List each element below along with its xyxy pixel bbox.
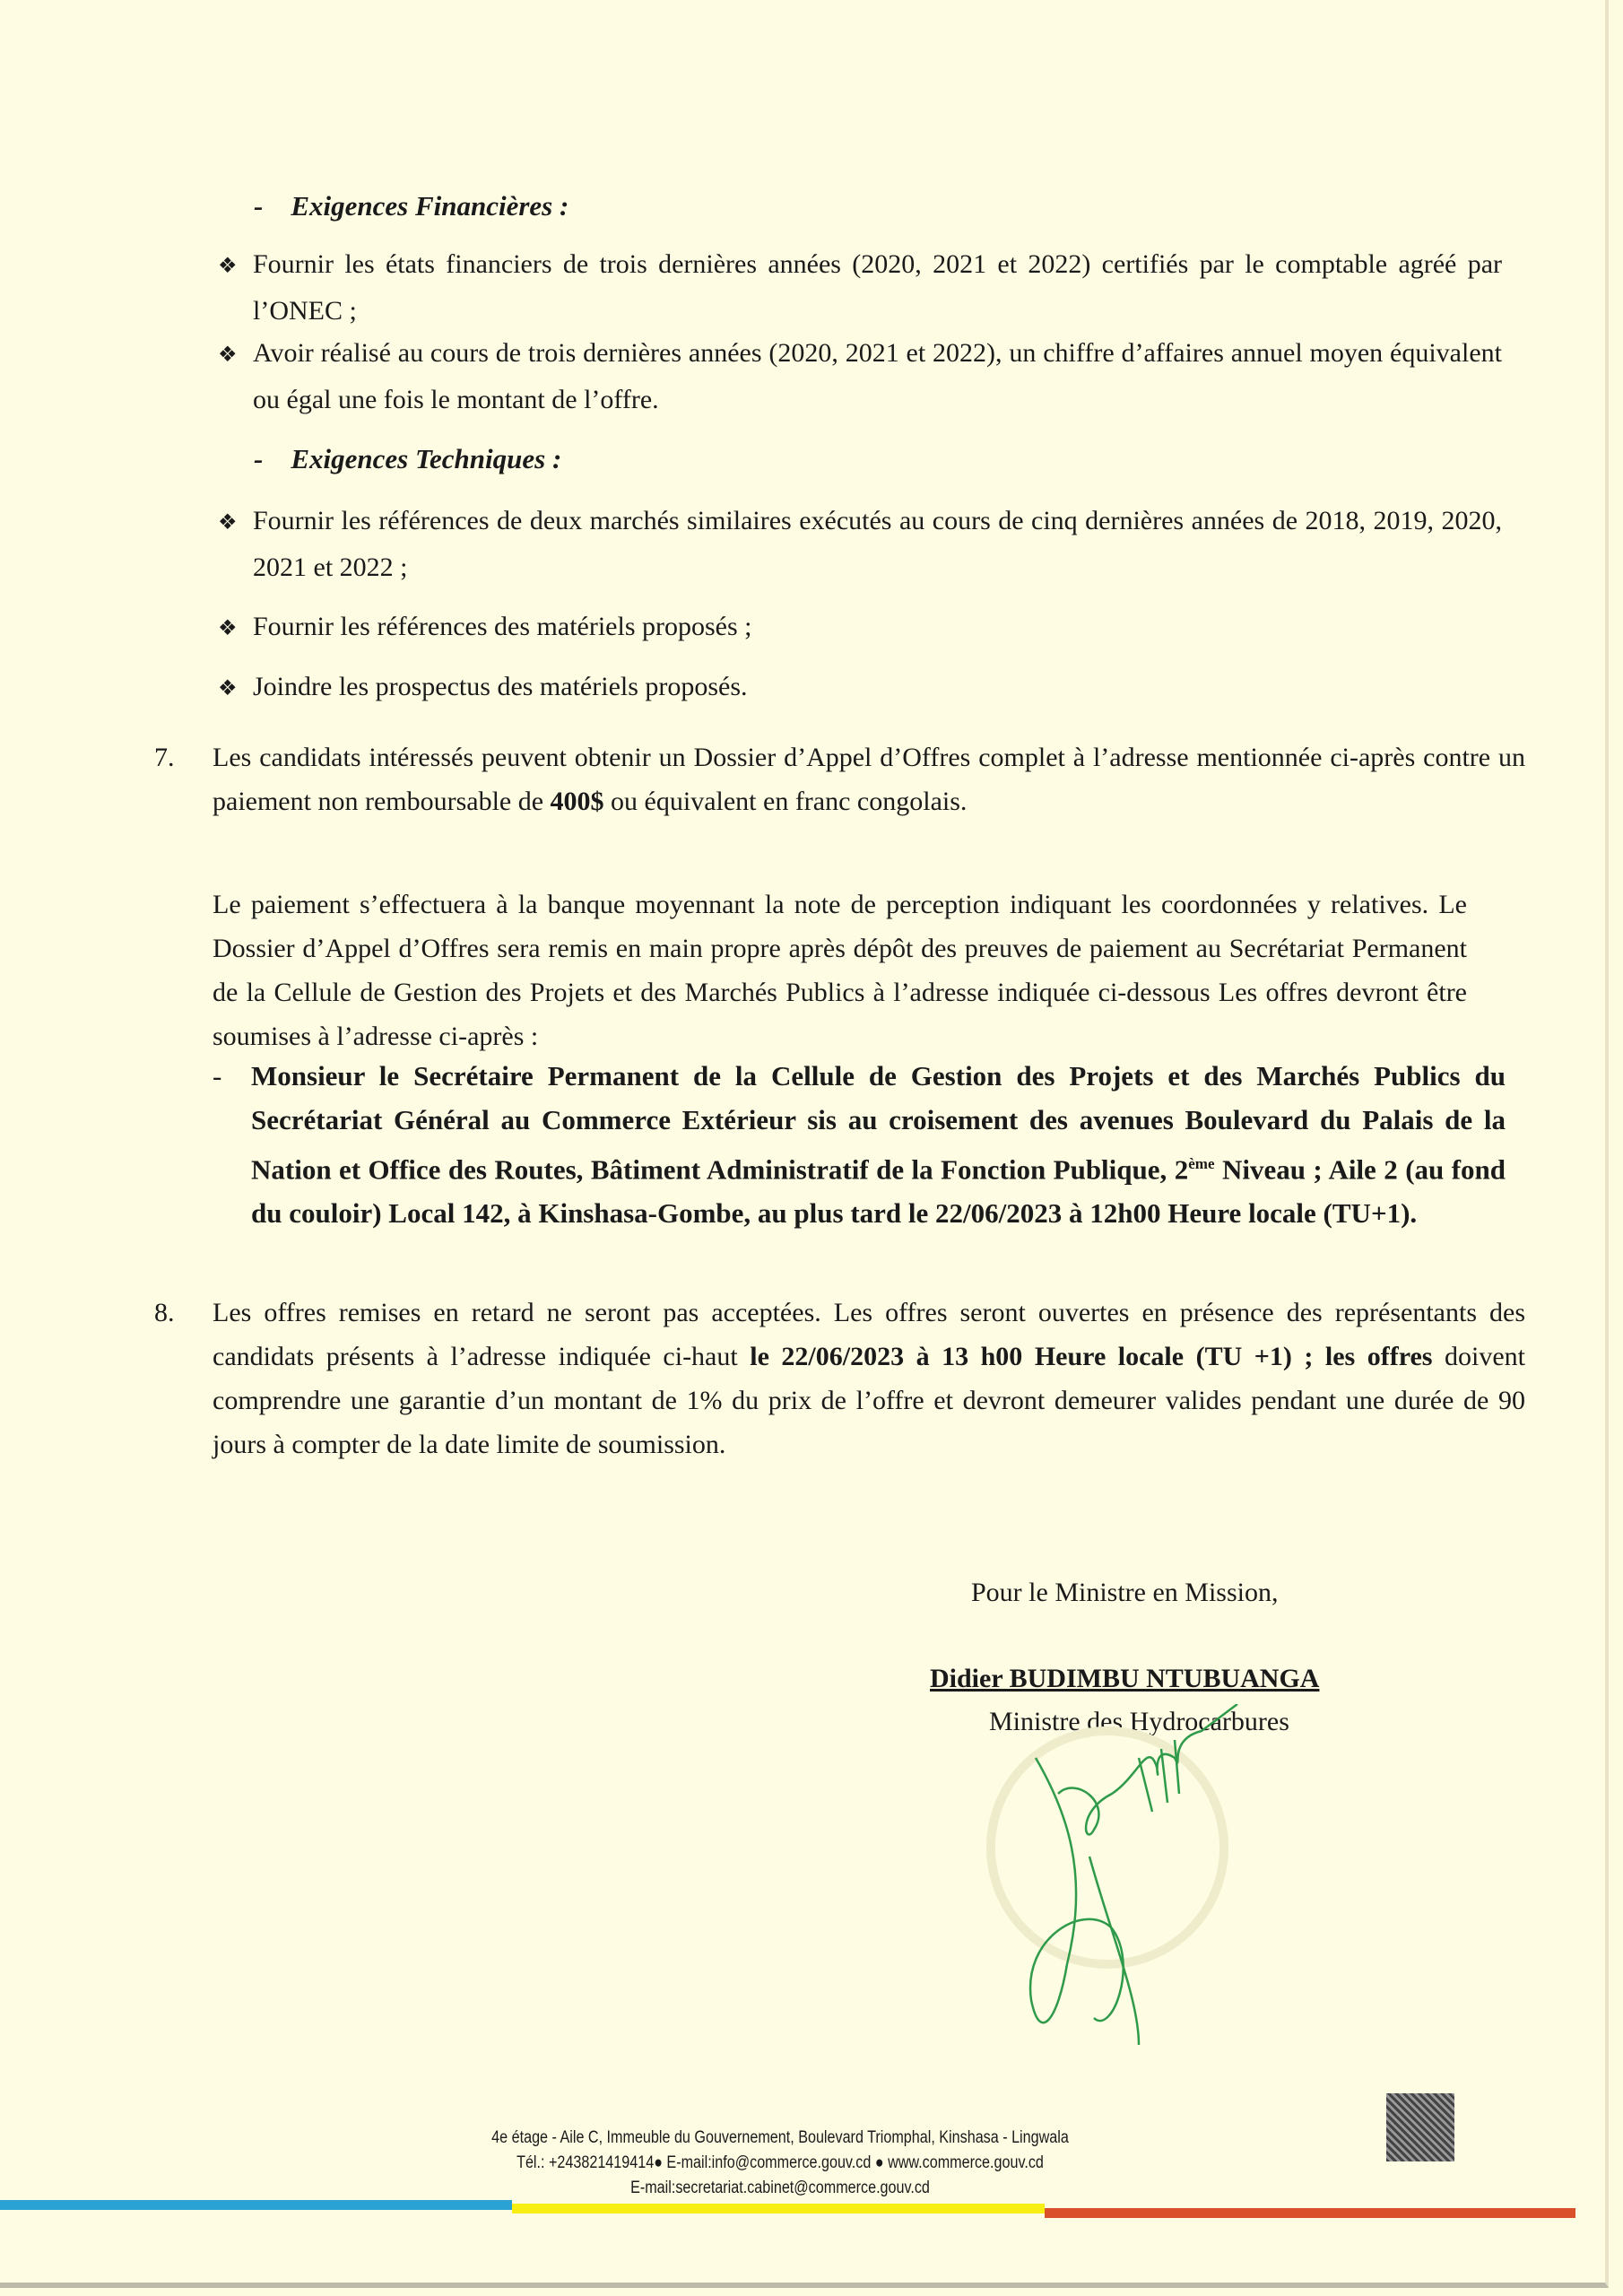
superscript: ème	[1188, 1155, 1215, 1172]
list-item	[218, 604, 1502, 651]
signatory-name: Didier BUDIMBU NTUBUANGA	[930, 1664, 1320, 1693]
numbered-item-8	[154, 1291, 1525, 1466]
list-item	[218, 665, 1502, 711]
item-number: 7.	[154, 743, 175, 772]
item-text: ou équivalent en franc congolais.	[603, 787, 968, 816]
heading-text: Exigences Techniques :	[291, 443, 562, 474]
item-text: Fournir les états financiers de trois dernières années (2020, 2021 et 2022) certifiés par le comptable agréé par l’ONEC ;	[253, 249, 1502, 326]
footer-contacts[interactable]: Tél.: +243821419414● E-mail:info@commerce.gouv.cd ● www.commerce.gouv.cd	[516, 2153, 1044, 2172]
diamond-bullet-icon: ❖	[218, 677, 238, 700]
item-number: 8.	[154, 1298, 175, 1327]
diamond-bullet-icon: ❖	[218, 255, 238, 278]
item-text: Avoir réalisé au cours de trois dernières années (2020, 2021 et 2022), un chiffre d’affaires annuel moyen équivalent ou égal une fois le montant de l’offre.	[253, 338, 1502, 414]
list-item	[218, 331, 1502, 422]
item-text: doivent comprendre une garantie d’un montant de 1% du prix de l’offre et devront demeurer valides pendant une durée de 90 jours à compter de la date limite de soumission.	[213, 1342, 1525, 1459]
signature-and-stamp	[933, 1704, 1273, 2081]
diamond-bullet-icon: ❖	[218, 344, 238, 367]
heading-text: Exigences Financières :	[291, 190, 569, 222]
payment-paragraph: Le paiement s’effectuera à la banque moyennant la note de perception indiquant les coordonnées y relatives. Le Dossier d’Appel d’Offres sera remis en main propre après dépôt des preuves de paiement au Secrétariat Permanent de la Cellule de Gestion des Projets et des Marchés Publics à l’adresse indiquée ci-dessous Les offres devront être soumises à l’adresse ci-après :	[213, 890, 1467, 1051]
diamond-bullet-icon: ❖	[218, 617, 238, 640]
embossed-seal-icon	[991, 1731, 1224, 1964]
item-text: Les candidats intéressés peuvent obtenir un Dossier d’Appel d’Offres complet à l’adresse mentionnée ci-après contre un paiement non remboursable de	[213, 743, 1525, 816]
diamond-bullet-icon: ❖	[218, 511, 238, 535]
handwritten-signature-icon	[1030, 1704, 1237, 2045]
flag-stripe-red	[1045, 2208, 1575, 2218]
footer-email[interactable]: E-mail:secretariat.cabinet@commerce.gouv.cd	[630, 2179, 930, 2197]
flag-stripe-yellow	[512, 2204, 1045, 2213]
submission-address: - Monsieur le Secrétaire Permanent de la Cellule de Gestion des Projets et des Marchés Publics du Secrétariat Général au Commerce Extérieur sis au croisement des avenues Boulevard du Palais de la Nation et Office des Routes, Bâtiment Administratif de la Fonction Publique, 2ème Niveau ; Aile 2 (au fond du couloir) Local 142, à Kinshasa-Gombe, au plus tard le 22/06/2023 à 12h00 Heure locale (TU+1).	[213, 1060, 1506, 1230]
signatory-title: Ministre des Hydrocarbures	[989, 1707, 1289, 1736]
financial-heading: - Exigences Financières :	[254, 190, 569, 222]
item-text: Fournir les références de deux marchés similaires exécutés au cours de cinq dernières années de 2018, 2019, 2020, 2021 et 2022 ;	[253, 506, 1502, 582]
list-item	[218, 499, 1502, 589]
list-item	[218, 242, 1502, 333]
amount: 400$	[550, 787, 604, 816]
item-text: Joindre les prospectus des matériels proposés.	[253, 672, 748, 701]
item-text: Fournir les références des matériels proposés ;	[253, 612, 752, 641]
address-text: Monsieur le Secrétaire Permanent de la Cellule de Gestion des Projets et des Marchés Publics du Secrétariat Général au Commerce Extérieur sis au croisement des avenues Boulevard du Palais de la Nation et Office des Routes, Bâtiment Administratif de la Fonction Publique, 2	[251, 1060, 1506, 1186]
numbered-item-7	[154, 735, 1525, 823]
technical-heading: - Exigences Techniques :	[254, 443, 562, 474]
footer-address: 4e étage - Aile C, Immeuble du Gouvernement, Boulevard Triomphal, Kinshasa - Lingwala	[491, 2128, 1069, 2147]
item-text: Les offres remises en retard ne seront pas acceptées. Les offres seront ouvertes en présence des représentants des candidats présents à l’adresse indiquée ci-haut	[213, 1298, 1525, 1371]
flag-stripe-blue	[0, 2200, 512, 2210]
address-text: Niveau ; Aile 2 (au fond du couloir) Local 142, à Kinshasa-Gombe, au plus tard le 22/06/2023 à 12h00 Heure locale (TU+1).	[251, 1153, 1506, 1230]
for-minister-line: Pour le Ministre en Mission,	[971, 1578, 1279, 1607]
qr-code-icon	[1386, 2093, 1454, 2161]
opening-date: le 22/06/2023 à 13 h00 Heure locale (TU +1) ; les offres	[750, 1342, 1433, 1371]
